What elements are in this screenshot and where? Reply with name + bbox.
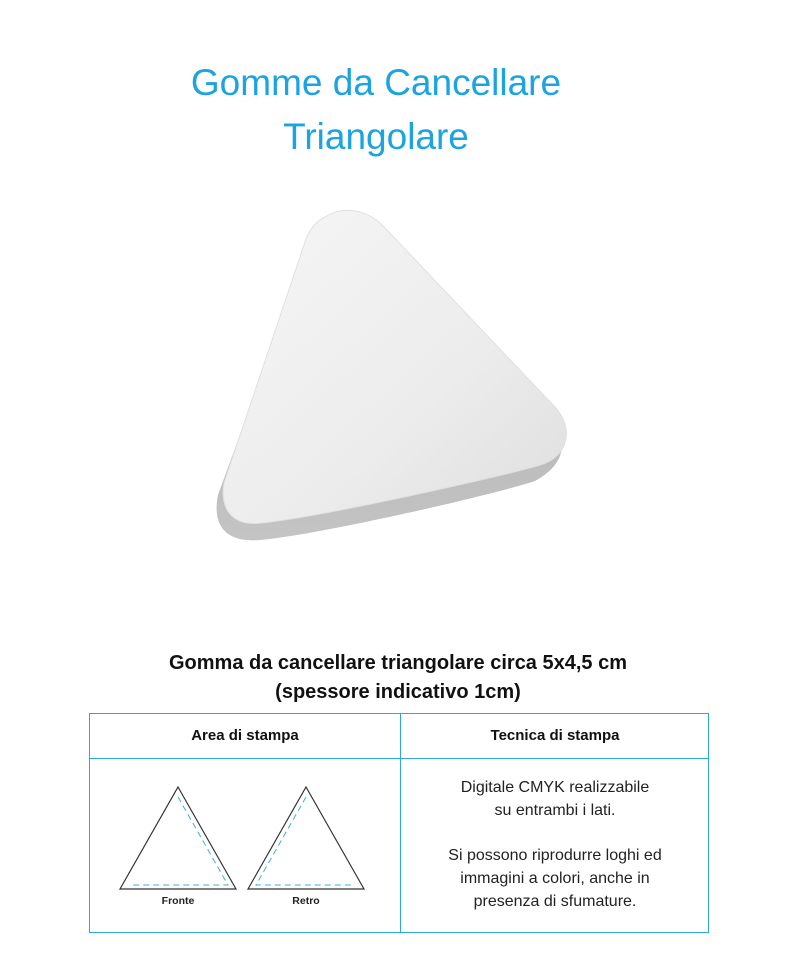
front-label: Fronte [161, 895, 195, 907]
technique-line-2: su entrambi i lati. [494, 802, 616, 819]
product-description [0, 649, 796, 707]
title-line-1: Gomme da Cancellare [190, 62, 562, 103]
back-triangle-diagram [246, 785, 366, 893]
table-header-divider [90, 758, 708, 759]
page-title [0, 56, 752, 164]
technique-line-1: Digitale CMYK realizzabile [460, 779, 650, 796]
eraser-product-image [200, 195, 590, 555]
header-print-technique: Tecnica di stampa [490, 727, 620, 744]
technique-line-4: immagini a colori, anche in [460, 870, 650, 887]
technique-line-5: presenza di sfumature. [473, 893, 637, 910]
header-print-area: Area di stampa [191, 727, 299, 744]
print-technique-cell [402, 776, 708, 913]
front-triangle-diagram [118, 785, 238, 893]
print-area-cell [90, 760, 400, 932]
back-label: Retro [292, 895, 320, 907]
description-line-2: (spessore indicativo 1cm) [275, 681, 521, 703]
title-line-2: Triangolare [283, 116, 469, 157]
technique-line-3: Si possono riprodurre loghi ed [448, 847, 662, 864]
spec-table [89, 713, 709, 933]
description-line-1: Gomma da cancellare triangolare circa 5x4,5 cm [168, 652, 628, 674]
